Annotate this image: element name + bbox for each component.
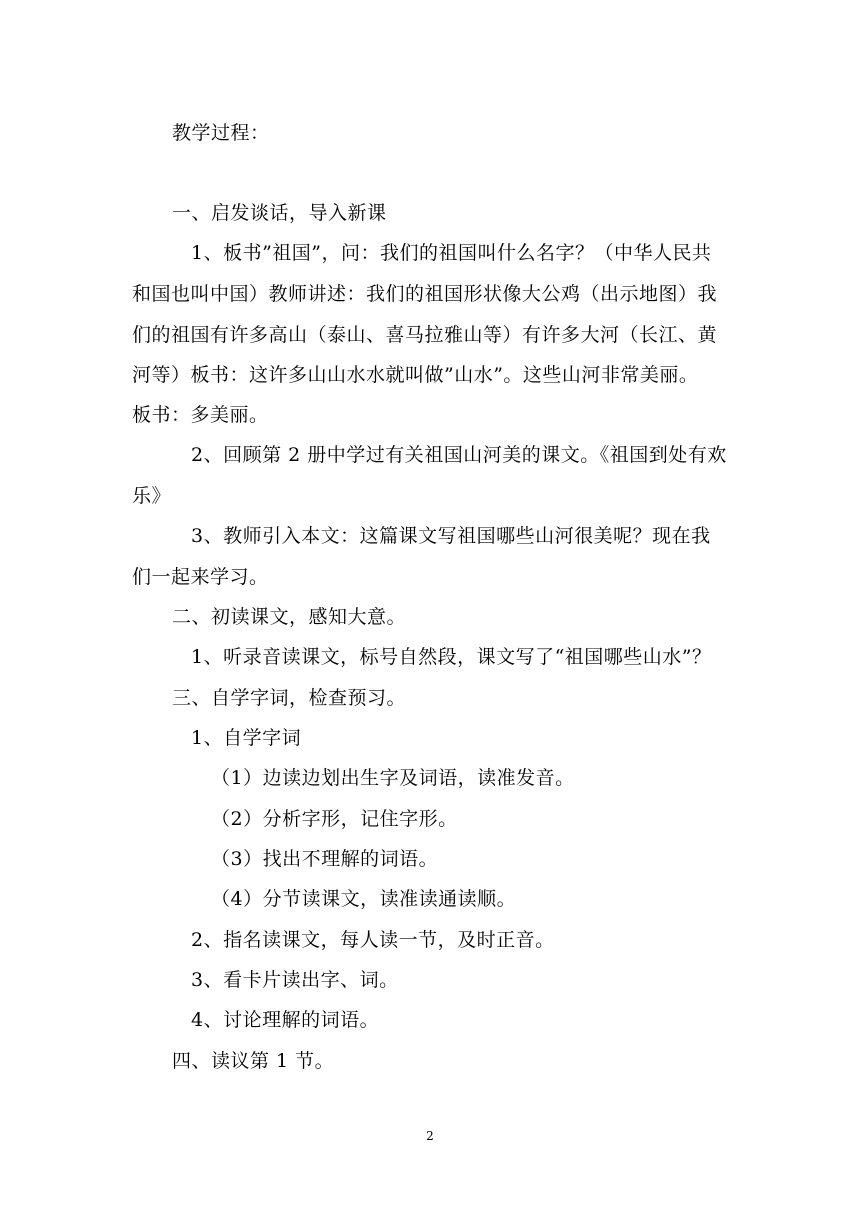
paragraph-line: 四、读议第 1 节。 bbox=[172, 1050, 335, 1072]
paragraph-line: 1、自学字词 bbox=[191, 727, 302, 749]
section-heading: 教学过程： bbox=[172, 122, 270, 144]
paragraph-line: （3）找出不理解的词语。 bbox=[211, 848, 439, 870]
paragraph-line: 河等）板书：这许多山山水水就叫做”山水”。这些山河非常美丽。 bbox=[132, 364, 699, 386]
paragraph-line: 二、初读课文，感知大意。 bbox=[172, 606, 407, 628]
paragraph-line: 一、启发谈话，导入新课 bbox=[172, 202, 387, 224]
paragraph-line: 板书：多美丽。 bbox=[132, 404, 269, 426]
paragraph-line: 3、教师引入本文：这篇课文写祖国哪些山河很美呢？现在我 bbox=[191, 525, 711, 547]
paragraph-line: 1、听录音读课文，标号自然段，课文写了“祖国哪些山水”？ bbox=[191, 646, 712, 668]
paragraph-line: 和国也叫中国）教师讲述：我们的祖国形状像大公鸡（出示地图）我 bbox=[132, 283, 718, 305]
paragraph-line: （1）边读边划出生字及词语，读准发音。 bbox=[211, 767, 575, 789]
paragraph-line: （2）分析字形，记住字形。 bbox=[211, 808, 458, 830]
paragraph-line: 乐》 bbox=[132, 485, 172, 507]
paragraph-line: 2、指名读课文，每人读一节，及时正音。 bbox=[191, 929, 555, 951]
paragraph-line: 2、回顾第 2 册中学过有关祖国山河美的课文。《祖国到处有欢 bbox=[191, 444, 727, 466]
paragraph-line: 1、板书”祖国”，问：我们的祖国叫什么名字？（中华人民共 bbox=[191, 242, 712, 264]
paragraph-line: 三、自学字词，检查预习。 bbox=[172, 687, 407, 709]
paragraph-line: 们的祖国有许多高山（泰山、喜马拉雅山等）有许多大河（长江、黄 bbox=[132, 324, 718, 346]
page-number: 2 bbox=[426, 1129, 434, 1143]
paragraph-line: 们一起来学习。 bbox=[132, 566, 269, 588]
paragraph-line: 3、看卡片读出字、词。 bbox=[191, 969, 399, 991]
paragraph-line: （4）分节读课文，读准读通读顺。 bbox=[211, 888, 517, 910]
paragraph-line: 4、讨论理解的词语。 bbox=[191, 1009, 380, 1031]
